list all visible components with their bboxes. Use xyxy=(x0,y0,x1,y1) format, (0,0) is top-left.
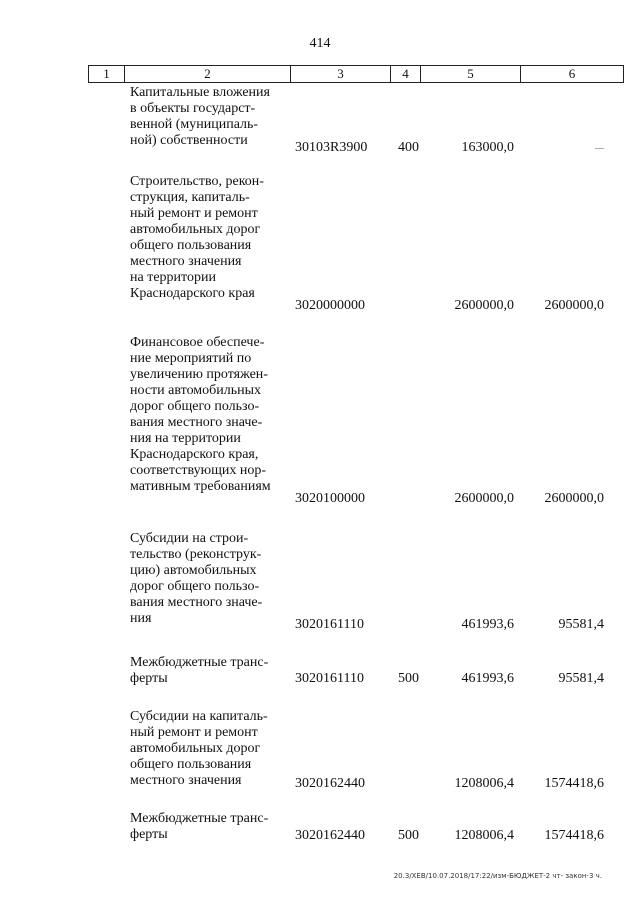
desc-line: венной (муниципаль- xyxy=(130,117,259,132)
desc-line: ние мероприятий по xyxy=(130,351,252,366)
row-description xyxy=(130,174,283,302)
desc-line: местного значения xyxy=(130,254,242,269)
desc-line: Межбюджетные транс- xyxy=(130,655,269,670)
row-value-6: — xyxy=(595,143,604,153)
row-vr: 500 xyxy=(398,671,419,686)
row-value-6: 95581,4 xyxy=(558,671,604,686)
desc-line: Краснодарского края, xyxy=(130,447,259,462)
row-vr: 400 xyxy=(398,140,419,155)
row-vr: 500 xyxy=(398,828,419,843)
desc-line: соответствующих нор- xyxy=(130,463,267,478)
row-value-5: 461993,6 xyxy=(461,671,514,686)
row-code: 3020161110 xyxy=(295,671,364,686)
desc-line: на территории xyxy=(130,270,216,285)
desc-line: ной) собственности xyxy=(130,133,248,148)
desc-line: вания местного значе- xyxy=(130,595,263,610)
desc-line: местного значения xyxy=(130,773,242,788)
desc-line: Финансовое обеспече- xyxy=(130,335,265,350)
row-description xyxy=(130,85,283,149)
desc-line: Субсидии на капиталь- xyxy=(130,709,268,724)
desc-line: Субсидии на строи- xyxy=(130,531,249,546)
row-code: 30103R3900 xyxy=(295,140,368,155)
row-code: 3020100000 xyxy=(295,491,365,506)
row-description xyxy=(130,335,283,495)
header-col-1: 1 xyxy=(89,66,125,82)
row-code: 3020162440 xyxy=(295,776,365,791)
desc-line: ния на территории xyxy=(130,431,241,446)
row-value-6: 1574418,6 xyxy=(544,828,604,843)
desc-line: ный ремонт и ремонт xyxy=(130,206,258,221)
desc-line: общего пользования xyxy=(130,757,252,772)
row-value-5: 2600000,0 xyxy=(454,298,514,313)
row-value-6: 2600000,0 xyxy=(544,298,604,313)
header-col-2: 2 xyxy=(125,66,291,82)
desc-line: автомобильных дорог xyxy=(130,741,261,756)
header-col-5: 5 xyxy=(421,66,521,82)
row-value-5: 461993,6 xyxy=(461,617,514,632)
row-value-6: 95581,4 xyxy=(558,617,604,632)
desc-line: Краснодарского края xyxy=(130,286,255,301)
row-description xyxy=(130,811,283,843)
desc-line: ферты xyxy=(130,827,168,842)
row-value-6: 2600000,0 xyxy=(544,491,604,506)
header-col-3: 3 xyxy=(291,66,391,82)
row-value-5: 2600000,0 xyxy=(454,491,514,506)
desc-line: в объекты государст- xyxy=(130,101,256,116)
desc-line: ный ремонт и ремонт xyxy=(130,725,258,740)
desc-line: Капитальные вложения xyxy=(130,85,270,100)
desc-line: дорог общего пользо- xyxy=(130,579,260,594)
desc-line: Строительство, рекон- xyxy=(130,174,264,189)
table-header xyxy=(88,65,624,83)
desc-line: мативным требованиям xyxy=(130,479,271,494)
row-code: 3020000000 xyxy=(295,298,365,313)
desc-line: автомобильных дорог xyxy=(130,222,261,237)
document-footer: 20.3/ХЕВ/10.07.2018/17:22/изм-БЮДЖЕТ-2 чт- закон-3 ч. xyxy=(393,872,602,880)
row-value-5: 1208006,4 xyxy=(454,776,514,791)
desc-line: тельство (реконструк- xyxy=(130,547,262,562)
header-col-4: 4 xyxy=(391,66,421,82)
header-col-6: 6 xyxy=(568,66,576,81)
desc-line: ности автомобильных xyxy=(130,383,262,398)
row-value-5: 163000,0 xyxy=(461,140,514,155)
desc-line: ния xyxy=(130,611,152,626)
row-code: 3020161110 xyxy=(295,617,364,632)
desc-line: увеличению протяжен- xyxy=(130,367,268,382)
row-value-5: 1208006,4 xyxy=(454,828,514,843)
desc-line: ферты xyxy=(130,671,168,686)
desc-line: цию) автомобильных xyxy=(130,563,257,578)
desc-line: общего пользования xyxy=(130,238,252,253)
desc-line: струкция, капиталь- xyxy=(130,190,250,205)
row-code: 3020162440 xyxy=(295,828,365,843)
row-description xyxy=(130,709,283,789)
desc-line: вания местного значе- xyxy=(130,415,263,430)
row-value-6: 1574418,6 xyxy=(544,776,604,791)
page-number: 414 xyxy=(309,36,331,51)
row-description xyxy=(130,655,283,687)
row-description xyxy=(130,531,283,627)
desc-line: дорог общего пользо- xyxy=(130,399,260,414)
desc-line: Межбюджетные транс- xyxy=(130,811,269,826)
